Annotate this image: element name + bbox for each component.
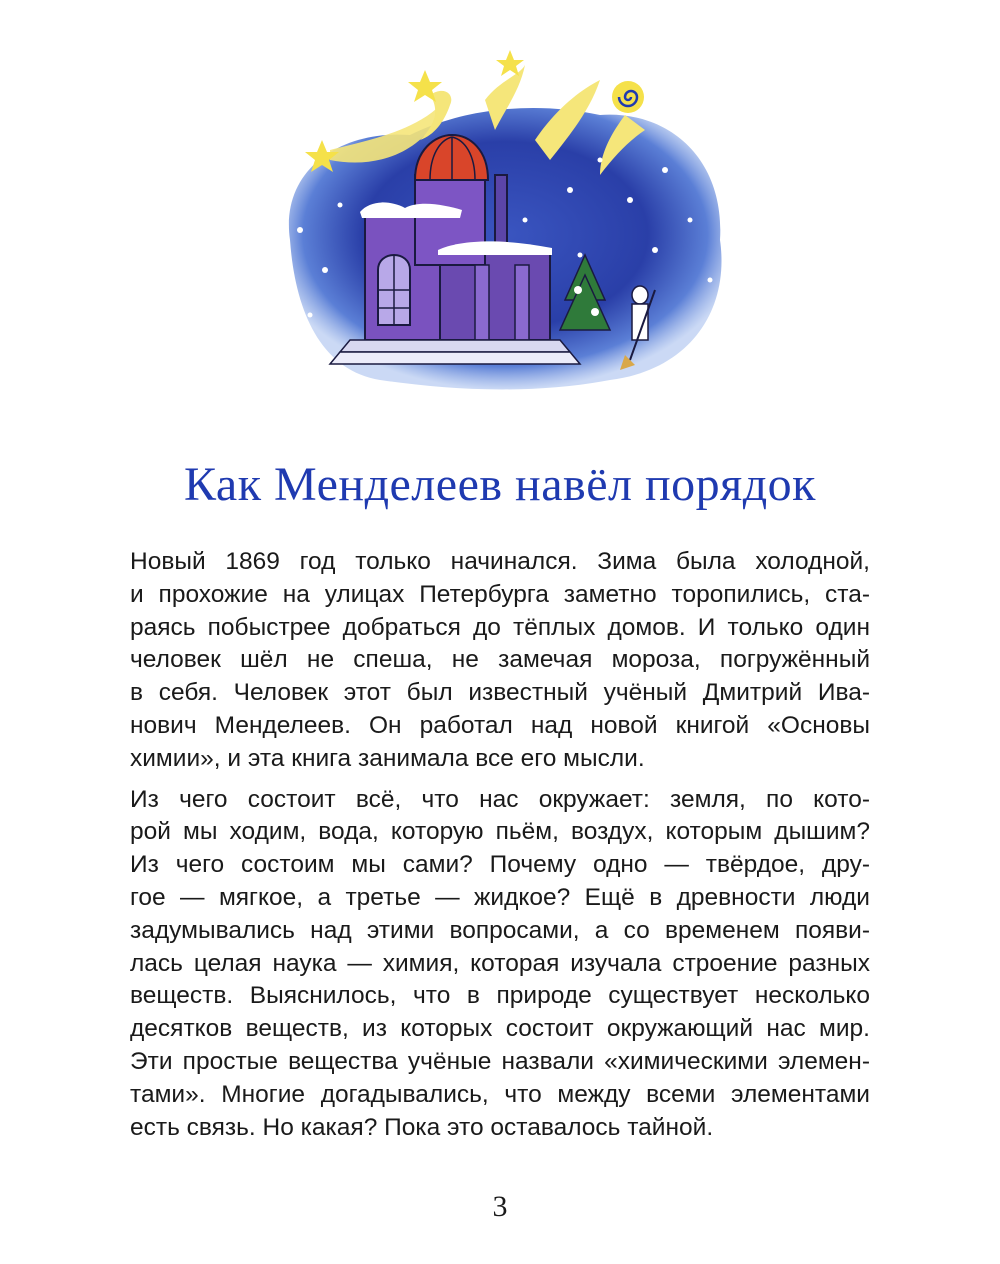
text-line: и прохожие на улицах Петербурга заметно торопились, ста- bbox=[130, 580, 870, 608]
text-line: в себя. Человек этот был известный учёный Дмитрий Ива- bbox=[130, 679, 870, 707]
text-line: Из чего состоим мы сами? Почему одно — твёрдое, дру- bbox=[130, 851, 870, 879]
paragraph-2 bbox=[130, 784, 870, 1145]
text-line: веществ. Выяснилось, что в природе существует несколько bbox=[130, 982, 870, 1010]
text-line: человек шёл не спеша, не замечая мороза, погружённый bbox=[130, 646, 870, 674]
observatory-illustration bbox=[270, 40, 740, 410]
text-line: задумывались над этими вопросами, а со временем появи- bbox=[130, 916, 870, 944]
text-line: рой мы ходим, вода, которую пьём, воздух, которым дышим? bbox=[130, 818, 870, 846]
text-line: тами». Многие догадывались, что между всеми элементами bbox=[130, 1080, 870, 1108]
text-line: есть связь. Но какая? Пока это оставалось тайной. bbox=[130, 1113, 714, 1141]
text-line: Эти простые вещества учёные назвали «химическими элемен- bbox=[130, 1047, 870, 1075]
page-number: 3 bbox=[492, 1190, 508, 1223]
chapter-title: Как Менделеев навёл порядок bbox=[184, 458, 816, 511]
text-line: гое — мягкое, а третье — жидкое? Ещё в древности люди bbox=[130, 883, 870, 911]
text-line: химии», и эта книга занимала все его мысли. bbox=[130, 744, 645, 772]
paragraph-1 bbox=[130, 546, 870, 776]
text-line: Новый 1869 год только начинался. Зима была холодной, bbox=[130, 548, 870, 575]
text-line: раясь побыстрее добраться до тёплых домов. И только один bbox=[130, 613, 870, 641]
body-text bbox=[130, 546, 870, 1144]
text-line: лась целая наука — химия, которая изучала строение разных bbox=[130, 949, 870, 977]
text-line: десятков веществ, из которых состоит окружающий нас мир. bbox=[130, 1015, 870, 1043]
observatory-night-scene-image bbox=[270, 40, 740, 410]
galaxy-icon bbox=[612, 81, 644, 113]
text-line: нович Менделеев. Он работал над новой книгой «Основы bbox=[130, 711, 870, 739]
text-line: Из чего состоит всё, что нас окружает: земля, по кото- bbox=[130, 785, 870, 813]
